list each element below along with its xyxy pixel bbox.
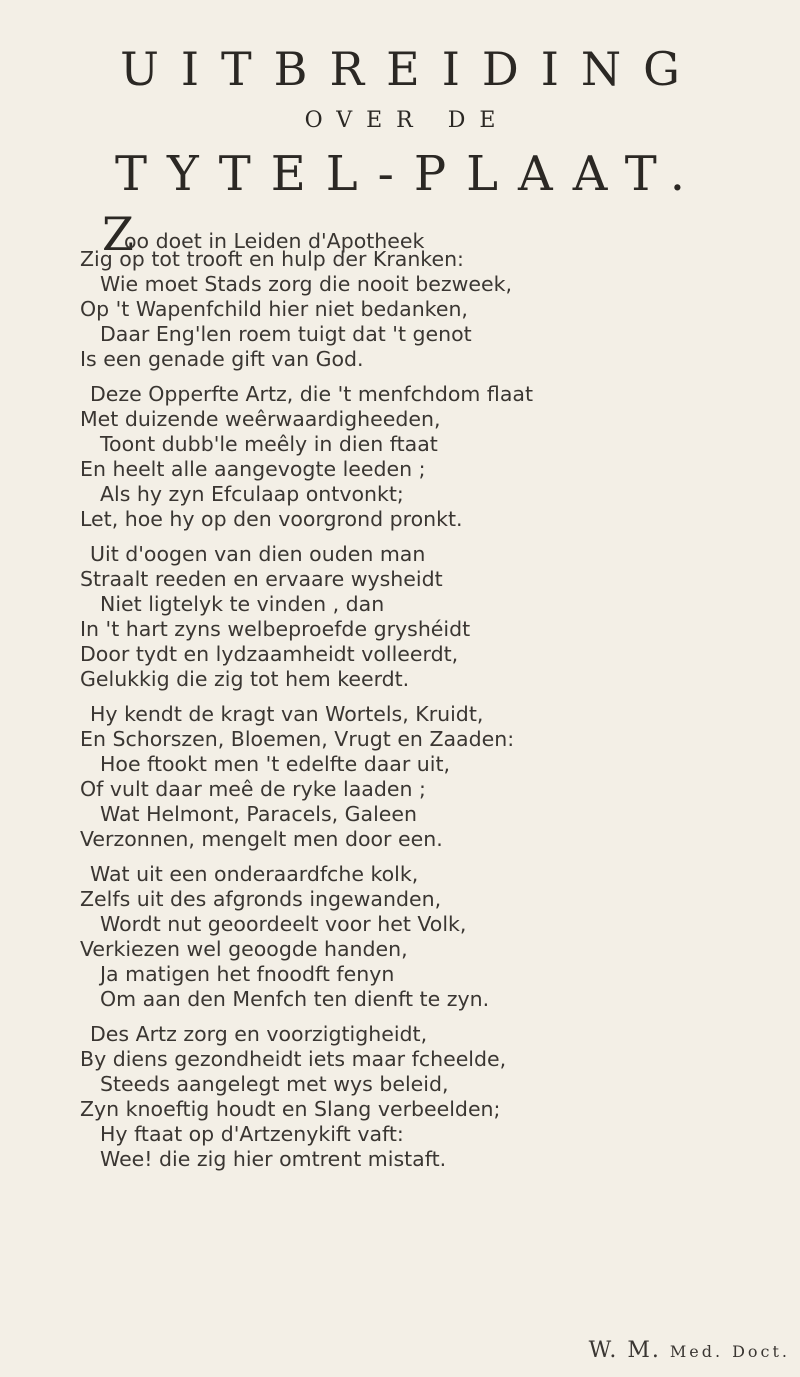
poem-line: Uit d'oogen van dien ouden man [90,542,426,566]
poem-line: Op 't Wapenfchild hier niet bedanken, [80,297,468,321]
poem-line: Des Artz zorg en voorzigtigheidt, [90,1022,428,1046]
poem-line: Zoo doet in Leiden d'Apotheek [102,207,425,261]
signature [589,1338,790,1363]
poem-line: In 't hart zyns welbeproefde gryshéidt [80,617,471,641]
poem-line: Wat Helmont, Paracels, Galeen [100,802,418,826]
stanza [80,542,792,692]
stanza [80,702,792,852]
stanza [80,382,792,532]
stanza [80,862,792,1012]
poem-line: Toont dubb'le meêly in dien ftaat [100,432,438,456]
heading-main: TYTEL-PLAAT. [115,146,705,202]
heading-title: UITBREIDING [120,42,702,96]
signature-med: Med. [669,1342,724,1361]
poem-line: Als hy zyn Efculaap ontvonkt; [100,482,404,506]
poem-line: Deze Opperfte Artz, die 't menfchdom flaat [90,382,533,406]
poem-line: Let, hoe hy op den voorgrond pronkt. [80,507,463,531]
drop-cap: Z [102,207,134,261]
poem-line: Wie moet Stads zorg die nooit bezweek, [100,272,512,296]
poem-line: Zig op tot trooft en hulp der Kranken: [80,247,464,271]
poem-line: Wat uit een onderaardfche kolk, [90,862,419,886]
signature-initials: W. M. [588,1338,661,1363]
poem-line: Of vult daar meê de ryke laaden ; [80,777,426,801]
poem-line: Verzonnen, mengelt men door een. [80,827,443,851]
signature-doct: Doct. [732,1342,790,1361]
poem-line: En heelt alle aangevogte leeden ; [80,457,426,481]
poem-line: Verkiezen wel geoogde handen, [80,937,408,961]
poem-line: Is een genade gift van God. [80,347,364,371]
heading-subtitle: OVER DE [304,108,510,133]
poem-line: Hoe ftookt men 't edelfte daar uit, [100,752,451,776]
poem-line: En Schorszen, Bloemen, Vrugt en Zaaden: [80,727,515,751]
stanza [80,207,792,372]
poem-line: Straalt reeden en ervaare wysheidt [80,567,443,591]
poem-line: Niet ligtelyk te vinden , dan [100,592,385,616]
poem-line: Wordt nut geoordeelt voor het Volk, [100,912,467,936]
poem-line: Steeds aangelegt met wys beleid, [100,1072,449,1096]
poem-line: Ja matigen het fnoodft fenyn [100,962,395,986]
poem-line: By diens gezondheidt iets maar fcheelde, [80,1047,507,1071]
stanza [80,1022,792,1172]
poem-line: Gelukkig die zig tot hem keerdt. [80,667,410,691]
poem-line: Zyn knoeftig houdt en Slang verbeelden; [80,1097,501,1121]
poem-line: Zelfs uit des afgronds ingewanden, [80,887,442,911]
poem-line: Wee! die zig hier omtrent mistaft. [100,1147,447,1171]
poem-line: Hy kendt de kragt van Wortels, Kruidt, [90,702,484,726]
poem-line: Daar Eng'len roem tuigt dat 't genot [100,322,472,346]
poem-line: Hy ftaat op d'Artzenykift vaft: [100,1122,404,1146]
poem-line: Om aan den Menfch ten dienft te zyn. [100,987,490,1011]
poem [80,207,792,1182]
poem-line: Met duizende weêrwaardigheeden, [80,407,441,431]
poem-line: Door tydt en lydzaamheidt volleerdt, [80,642,459,666]
